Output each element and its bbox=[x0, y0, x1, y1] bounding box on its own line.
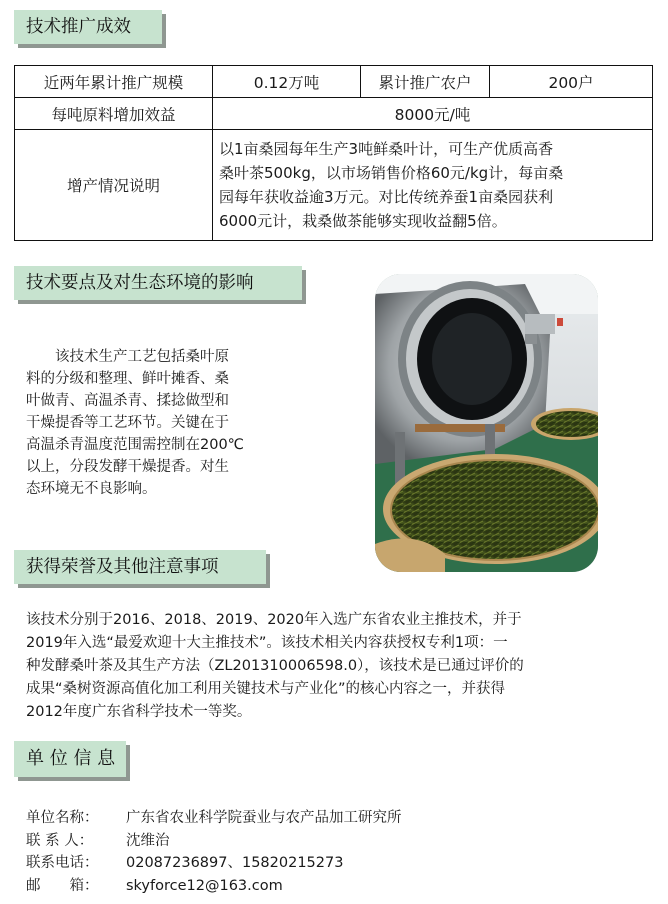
email-row bbox=[26, 875, 402, 898]
contact-value: 沈维治 bbox=[126, 832, 170, 849]
tea-processing-photo bbox=[375, 274, 598, 572]
info-label: 联 系 人： bbox=[26, 832, 94, 849]
unit-name-row bbox=[26, 807, 402, 830]
contact-row bbox=[26, 830, 402, 853]
text-line: 桑叶茶500kg，以市场销售价格60元/kg计，每亩桑 bbox=[219, 164, 564, 182]
table-row bbox=[15, 66, 653, 98]
text-line: 2012年度广东省科学技术一等奖。 bbox=[26, 704, 252, 720]
photo-illustration bbox=[375, 274, 598, 572]
section-title-honors: 获得荣誉及其他注意事项 bbox=[14, 550, 266, 584]
unit-name-value: 广东省农业科学院蚕业与农产品加工研究所 bbox=[126, 810, 402, 826]
text-line: 以1亩桑园每年生产3吨鲜桑叶计，可生产优质高香 bbox=[219, 140, 554, 158]
text-line: 6000元计，栽桑做茶能够实现收益翻5倍。 bbox=[219, 212, 507, 230]
text-line: 以上，分段发酵干燥提香。对生 bbox=[26, 459, 229, 475]
text-line: 该技术生产工艺包括桑叶原 bbox=[26, 349, 229, 365]
info-label: 单位名称： bbox=[26, 810, 99, 826]
text-line: 成果“桑树资源高值化加工利用关键技术与产业化”的核心内容之一，并获得 bbox=[26, 681, 506, 697]
table-cell: 0.12万吨 bbox=[213, 66, 361, 98]
text-line: 料的分级和整理、鲜叶摊香、桑 bbox=[26, 371, 229, 387]
section-title-promotion: 技术推广成效 bbox=[14, 10, 162, 44]
text-line: 园每年获收益逾3万元。对比传统养蚕1亩桑园获利 bbox=[219, 188, 554, 206]
info-label: 联系电话： bbox=[26, 855, 99, 871]
text-line: 该技术分别于2016、2018、2019、2020年入选广东省农业主推技术，并于 bbox=[26, 612, 522, 628]
unit-info bbox=[26, 807, 402, 897]
table-cell: 增产情况说明 bbox=[15, 130, 213, 241]
table-cell: 近两年累计推广规模 bbox=[15, 66, 213, 98]
yield-description bbox=[213, 130, 653, 241]
text-line: 种发酵桑叶茶及其生产方法（ZL201310006598.0），该技术是已通过评价的 bbox=[26, 658, 524, 674]
section-title-key-points: 技术要点及对生态环境的影响 bbox=[14, 266, 302, 300]
table-row bbox=[15, 98, 653, 130]
honors-paragraph bbox=[26, 609, 656, 724]
text-line: 高温杀青温度范围需控制在200℃ bbox=[26, 437, 244, 453]
key-points-paragraph bbox=[26, 346, 326, 500]
text-line: 叶做青、高温杀青、揉捻做型和 bbox=[26, 393, 229, 409]
table-row bbox=[15, 130, 653, 241]
table-cell: 累计推广农户 bbox=[361, 66, 490, 98]
table-cell: 每吨原料增加效益 bbox=[15, 98, 213, 130]
stats-table bbox=[14, 65, 653, 241]
text-line: 2019年入选“最爱欢迎十大主推技术”。该技术相关内容获授权专利1项：一 bbox=[26, 635, 508, 651]
email-value: skyforce12@163.com bbox=[126, 877, 283, 894]
text-line: 干燥提香等工艺环节。关键在于 bbox=[26, 415, 229, 431]
text-line: 态环境无不良影响。 bbox=[26, 481, 157, 497]
section-title-unit: 单 位 信 息 bbox=[14, 741, 126, 777]
table-cell: 200户 bbox=[490, 66, 653, 98]
phone-value: 02087236897、15820215273 bbox=[126, 855, 344, 871]
phone-row bbox=[26, 852, 402, 875]
table-cell: 8000元/吨 bbox=[213, 98, 653, 130]
info-label: 邮 箱： bbox=[26, 877, 99, 894]
